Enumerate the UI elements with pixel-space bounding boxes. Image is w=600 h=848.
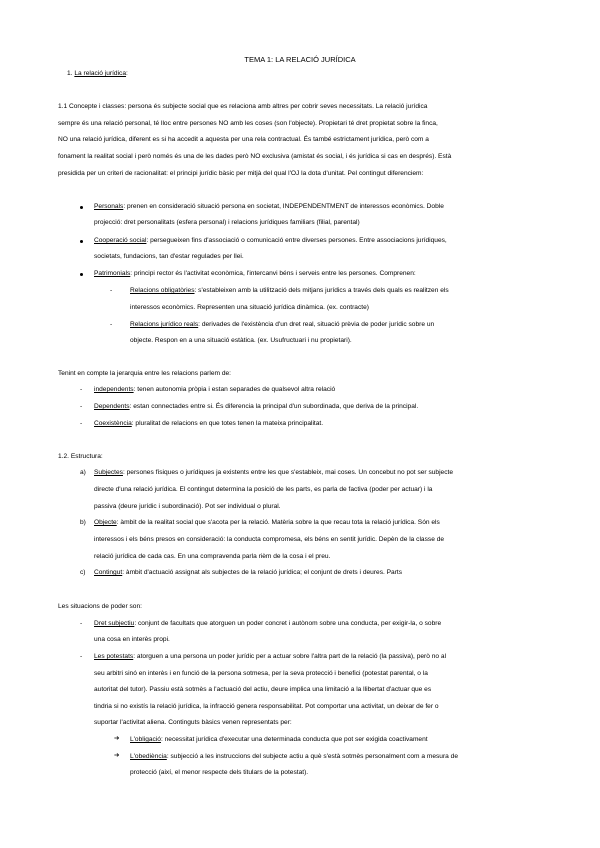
list-item-line: societats, fundacions, tan d'estar regulades per llei. [94, 253, 244, 260]
sub-item-line: interessos econòmics. Representen una situació jurídica dinàmica. (ex. contracte) [130, 304, 369, 311]
section-heading-1: 1. La relació jurídica: [67, 70, 128, 77]
list-item-coexistencia: Coexistència: pluralitat de relacions en que totes tenen la mateixa principalitat. [94, 420, 324, 427]
list-item-personals: Personals: prenen en consideració situació persona en societat, INDEPENDENTMENT de interessos econòmics. Doble [94, 203, 444, 210]
list-item-objecte: Objecte: àmbit de la realitat social que s'acota per la relació. Matèria sobre la que recau tota la relació jurídica. Són els [94, 519, 440, 526]
sub-item-obligacio: L'obligació: necessitat jurídica d'executar una determinada conducta que pot ser exigida coactivament [130, 736, 428, 743]
paragraph-line: Tenint en compte la jerarquia entre les relacions parlem de: [58, 370, 231, 377]
list-item-independents: independents: tenen autonomia pròpia i estan separades de qualsevol altra relació [94, 386, 336, 393]
list-item-line: relació jurídica de cada cas. En una compravenda parla rièm de la cosa i el preu. [94, 553, 331, 560]
list-marker: a) [80, 469, 86, 476]
paragraph-line: sempre és una relació personal, té lloc entre persones NO amb les coses (son l'objecte). Propietari té dret propietat sobre la finca, [58, 120, 438, 127]
list-marker: b) [80, 519, 86, 526]
sub-item-obediencia: L'obediència: subjecció a les instruccions del subjecte actiu a què s'està sotmès personalment com a mesura de [130, 753, 458, 760]
sub-item-line: objecte. Respon en a una situació estàtica. (ex. Usufructuari i nu propietari). [130, 337, 352, 344]
dash-marker: - [80, 653, 83, 660]
paragraph-line: 1.1 Concepte i classes: persona és subjecte social que es relaciona amb altres per cobrir seves necessitats. La relació jurídica [58, 103, 428, 110]
sub-item-obligatories: Relacions obligatòries: s'estableixen amb la utilització dels mitjans jurídics a través dels quals es realitzen els [130, 287, 449, 294]
list-item-patrimonials: Patrimonials: principi rector és l'activitat econòmica, l'intercanvi béns i serveis entre les persones. Comprenen: [94, 270, 416, 277]
list-item-line: interessos i els béns presos en consideració: la conducta compromesa, els béns en sentit jurídic. Depèn de la classe de [94, 536, 445, 543]
dash-marker: - [80, 620, 83, 627]
paragraph-line: NO una relació jurídica, diferent es si ha accedit a aquesta per una rela contractual. És també estrictament jurídica, però com a [58, 136, 429, 143]
list-item-dependents: Dependents: estan connectades entre si. És diferencia la principal d'un subordinada, que deriva de la principal. [94, 403, 419, 410]
list-item-cooperacio: Cooperació social: persegueixen fins d'associació o comunicació entre diverses persones. Entre associacions jurídiques, [94, 237, 447, 244]
list-item-line: una cosa en interès propi. [94, 636, 170, 643]
list-item-line: projecció: dret personalitats (esfera personal) i relacions jurídiques familiars (filial, parental) [94, 219, 360, 226]
paragraph-line: fonament la realitat social i però només és una de les dades però NO exclusiva (amistat és social, i és jurídica si cas en després). Està [58, 153, 452, 160]
list-item-line: suportar l'activitat aliena. Continguts bàsics venen representats per: [94, 719, 292, 726]
list-item-line: seu arbitri sinó en interès i en funció de la persona sotmesa, per la seva protecció i benefici (potestat parental, o la [94, 670, 428, 677]
dash-marker: - [110, 287, 113, 294]
list-item-contingut: Contingut: àmbit d'actuació assignat als subjectes de la relació jurídica; el conjunt de drets i deures. Parts [94, 569, 403, 576]
bullet-icon [80, 273, 83, 276]
list-item-line: tindria si no existís la relació jurídica, la infracció genera responsabilitat. Pot comportar una activitat, un deixar de fer o [94, 703, 439, 710]
paragraph-line: Les situacions de poder son: [58, 603, 142, 610]
dash-marker: - [110, 321, 113, 328]
sub-item-reals: Relacions jurídico reals: derivades de l'existència d'un dret real, situació prèvia de poder jurídic sobre un [130, 321, 435, 328]
list-item-line: autoritat del tutor). Passiu està sotmès a l'actuació del actiu, deure implica una limitació a la llibertat d'actuar que es [94, 686, 432, 693]
page-title: TEMA 1: LA RELACIÓ JURÍDICA [244, 55, 356, 64]
section-heading-2: 1.2. Estructura: [58, 453, 103, 460]
list-item-line: passiva (deure jurídic i subordinació). Pot ser individual o plural. [94, 503, 281, 510]
list-item-line: directe d'una relació jurídica. El contingut determina la posició de les parts, es parla de factiva (poder per actuar) i la [94, 486, 433, 493]
dash-marker: - [80, 386, 83, 393]
arrow-right-icon: ➔ [114, 752, 120, 759]
arrow-right-icon: ➔ [114, 735, 120, 742]
list-marker: c) [80, 569, 86, 576]
dash-marker: - [80, 420, 83, 427]
list-item-dret-subjectiu: Dret subjectiu: conjunt de facultats que atorguen un poder concret i autònom sobre una conducta, per exigir-la, o sobre [94, 620, 442, 627]
bullet-icon [80, 206, 83, 209]
sub-item-line: protecció (així, el menor respecte dels titulars de la potestat). [130, 769, 309, 776]
bullet-icon [80, 240, 83, 243]
paragraph-line: presidida per un criteri de racionalitat: el principi jurídic bàsic per mitjà del qual l'OJ la dota d'unitat. Pel contingut diferenciem: [58, 170, 424, 177]
dash-marker: - [80, 403, 83, 410]
list-item-potestats: Les potestats: atorguen a una persona un poder jurídic per a actuar sobre l'altra part de la relació (la passiva), però no al [94, 653, 447, 660]
list-item-subjectes: Subjectes: persones físiques o jurídiques ja existents entre les que s'estableix, mai coses. Un concebut no pot ser subjecte [94, 469, 453, 476]
